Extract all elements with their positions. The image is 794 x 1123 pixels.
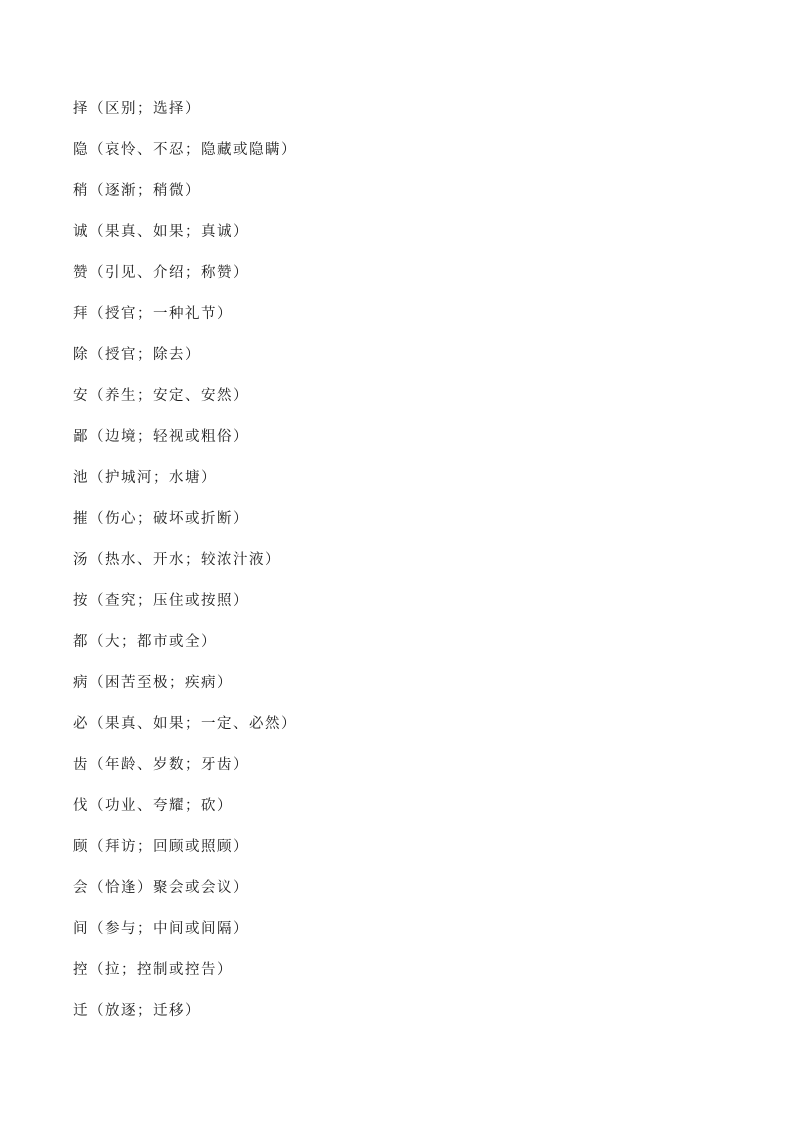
list-item: 诚（果真、如果；真诚） (73, 224, 249, 240)
list-item: 赞（引见、介绍；称赞） (73, 265, 249, 281)
list-item: 伐（功业、夸耀；砍） (73, 798, 233, 814)
list-item: 摧（伤心；破坏或折断） (73, 511, 249, 527)
list-item: 择（区别；选择） (73, 101, 201, 117)
vocabulary-list (73, 98, 297, 1041)
list-item: 顾（拜访；回顾或照顾） (73, 839, 249, 855)
list-item: 病（困苦至极；疾病） (73, 675, 233, 691)
list-item: 鄙（边境；轻视或粗俗） (73, 429, 249, 445)
list-item: 控（拉；控制或控告） (73, 962, 233, 978)
list-item: 会（恰逢）聚会或会议） (73, 880, 249, 896)
list-item: 必（果真、如果；一定、必然） (73, 716, 297, 732)
list-item: 池（护城河；水塘） (73, 470, 217, 486)
list-item: 拜（授官；一种礼节） (73, 306, 233, 322)
list-item: 间（参与；中间或间隔） (73, 921, 249, 937)
list-item: 都（大；都市或全） (73, 634, 217, 650)
list-item: 除（授官；除去） (73, 347, 201, 363)
list-item: 稍（逐渐；稍微） (73, 183, 201, 199)
list-item: 汤（热水、开水；较浓汁液） (73, 552, 281, 568)
list-item: 隐（哀怜、不忍；隐藏或隐瞒） (73, 142, 297, 158)
list-item: 齿（年龄、岁数；牙齿） (73, 757, 249, 773)
list-item: 按（查究；压住或按照） (73, 593, 249, 609)
list-item: 安（养生；安定、安然） (73, 388, 249, 404)
list-item: 迁（放逐；迁移） (73, 1003, 201, 1019)
